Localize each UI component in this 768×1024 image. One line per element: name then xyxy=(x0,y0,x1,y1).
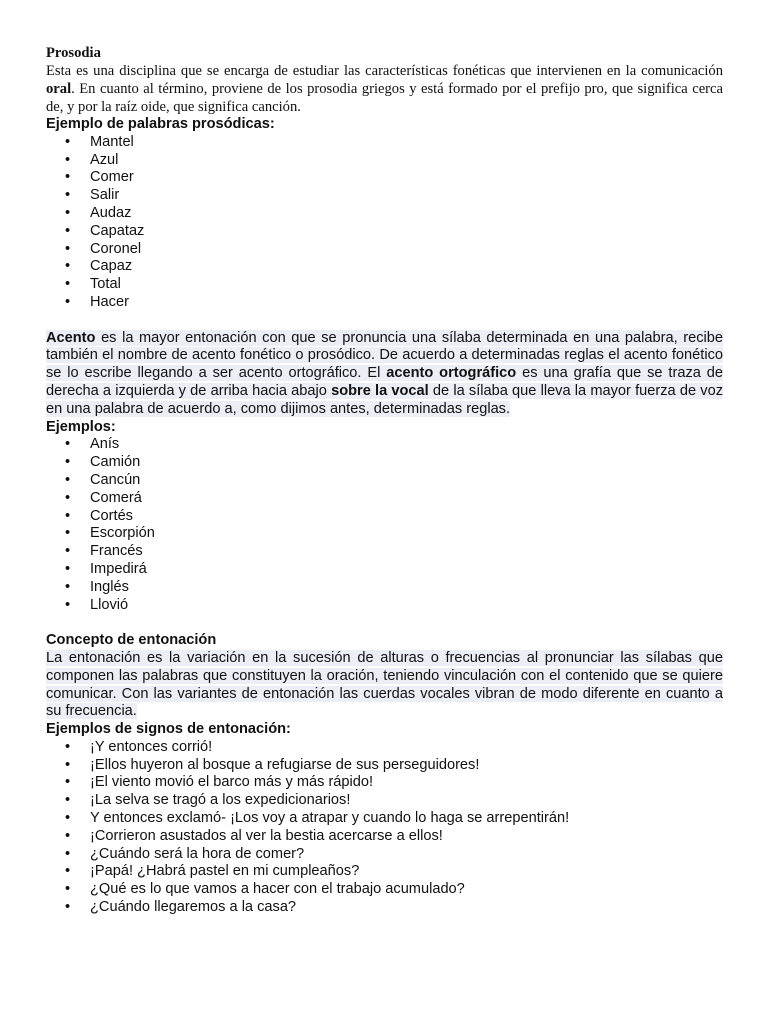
list-item: • ¡Ellos huyeron al bosque a refugiarse de sus perseguidores! xyxy=(46,757,723,775)
spacer xyxy=(46,614,723,632)
entonacion-section xyxy=(46,632,723,917)
acento-text-2: es una grafía que se traza de derecha a izquierda y de arriba hacia abajo xyxy=(46,365,724,399)
acento-text-3: de la sílaba que lleva la mayor fuerza de voz en una palabra de acuerdo a, como dijimos antes, determinadas reglas. xyxy=(46,382,723,417)
list-item: • Inglés xyxy=(46,579,723,597)
acento-bold-2: acento ortográfico xyxy=(386,365,517,382)
list-item: • Y entonces exclamó- ¡Los voy a atrapar y cuando lo haga se arrepentirán! xyxy=(46,810,723,828)
list-item: • ¡El viento movió el barco más y más rápido! xyxy=(46,774,723,792)
acento-paragraph xyxy=(46,330,723,419)
list-item: • Azul xyxy=(46,152,723,170)
list-item: • Comer xyxy=(46,169,723,187)
acento-text-1: es la mayor entonación con que se pronuncia una sílaba determinada en una palabra, recibe también el nombre de acento fonético o prosódico. De acuerdo a determinadas reglas el acento fonético se lo escribe llegando a ser acento ortográfico. El xyxy=(46,329,723,382)
entonacion-paragraph xyxy=(46,650,723,721)
palabras-section xyxy=(46,116,723,312)
list-item: • ¡Papá! ¿Habrá pastel en mi cumpleaños? xyxy=(46,863,723,881)
list-item: • ¡Corrieron asustados al ver la bestia acercarse a ellos! xyxy=(46,828,723,846)
list-item: • Escorpión xyxy=(46,525,723,543)
acento-list xyxy=(46,436,723,614)
list-item: • ¿Cuándo llegaremos a la casa? xyxy=(46,899,723,917)
list-item: • Francés xyxy=(46,543,723,561)
list-item: • Camión xyxy=(46,454,723,472)
entonacion-text: La entonación es la variación en la sucesión de alturas o frecuencias al pronunciar las sílabas que componen las palabras que constituyen la oración, teniendo vinculación con el contenido que se quiere comunicar. Con las variantes de entonación las cuerdas vocales vibran de modo diferente en cuanto a su frecuencia. xyxy=(46,649,723,720)
list-item: • Anís xyxy=(46,436,723,454)
prosodia-paragraph xyxy=(46,62,723,116)
list-item: • ¿Qué es lo que vamos a hacer con el trabajo acumulado? xyxy=(46,881,723,899)
list-item: • Salir xyxy=(46,187,723,205)
list-item: • Comerá xyxy=(46,490,723,508)
list-item: • Cancún xyxy=(46,472,723,490)
spacer xyxy=(46,312,723,330)
acento-bold-1: Acento xyxy=(46,329,96,346)
list-item: • Coronel xyxy=(46,241,723,259)
prosodia-text-2: . En cuanto al término, proviene de los prosodia griegos y está formado por el prefijo pro, que significa cerca de, y por la raíz oide, que significa canción. xyxy=(46,81,723,115)
list-item: • Audaz xyxy=(46,205,723,223)
list-item: • Total xyxy=(46,276,723,294)
entonacion-examples-heading: Ejemplos de signos de entonación: xyxy=(46,721,291,738)
palabras-list xyxy=(46,134,723,312)
list-item: • ¡La selva se tragó a los expedicionarios! xyxy=(46,792,723,810)
prosodia-title: Prosodia xyxy=(46,45,101,61)
list-item: • Capaz xyxy=(46,258,723,276)
list-item: • Capataz xyxy=(46,223,723,241)
list-item: • Hacer xyxy=(46,294,723,312)
document-page xyxy=(46,44,723,917)
list-item: • ¿Cuándo será la hora de comer? xyxy=(46,846,723,864)
prosodia-bold-oral: oral xyxy=(46,81,72,97)
list-item: • Cortés xyxy=(46,508,723,526)
list-item: • Llovió xyxy=(46,597,723,615)
palabras-heading: Ejemplo de palabras prosódicas: xyxy=(46,116,275,132)
entonacion-title: Concepto de entonación xyxy=(46,632,217,649)
list-item: • Mantel xyxy=(46,134,723,152)
prosodia-section xyxy=(46,44,723,116)
acento-section xyxy=(46,330,723,615)
list-item: • ¡Y entonces corrió! xyxy=(46,739,723,757)
acento-examples-heading: Ejemplos: xyxy=(46,418,116,435)
prosodia-text-1: Esta es una disciplina que se encarga de estudiar las características fonéticas que intervienen en la comunicación xyxy=(46,63,723,79)
list-item: • Impedirá xyxy=(46,561,723,579)
acento-bold-3: sobre la vocal xyxy=(331,382,429,399)
entonacion-list xyxy=(46,739,723,917)
